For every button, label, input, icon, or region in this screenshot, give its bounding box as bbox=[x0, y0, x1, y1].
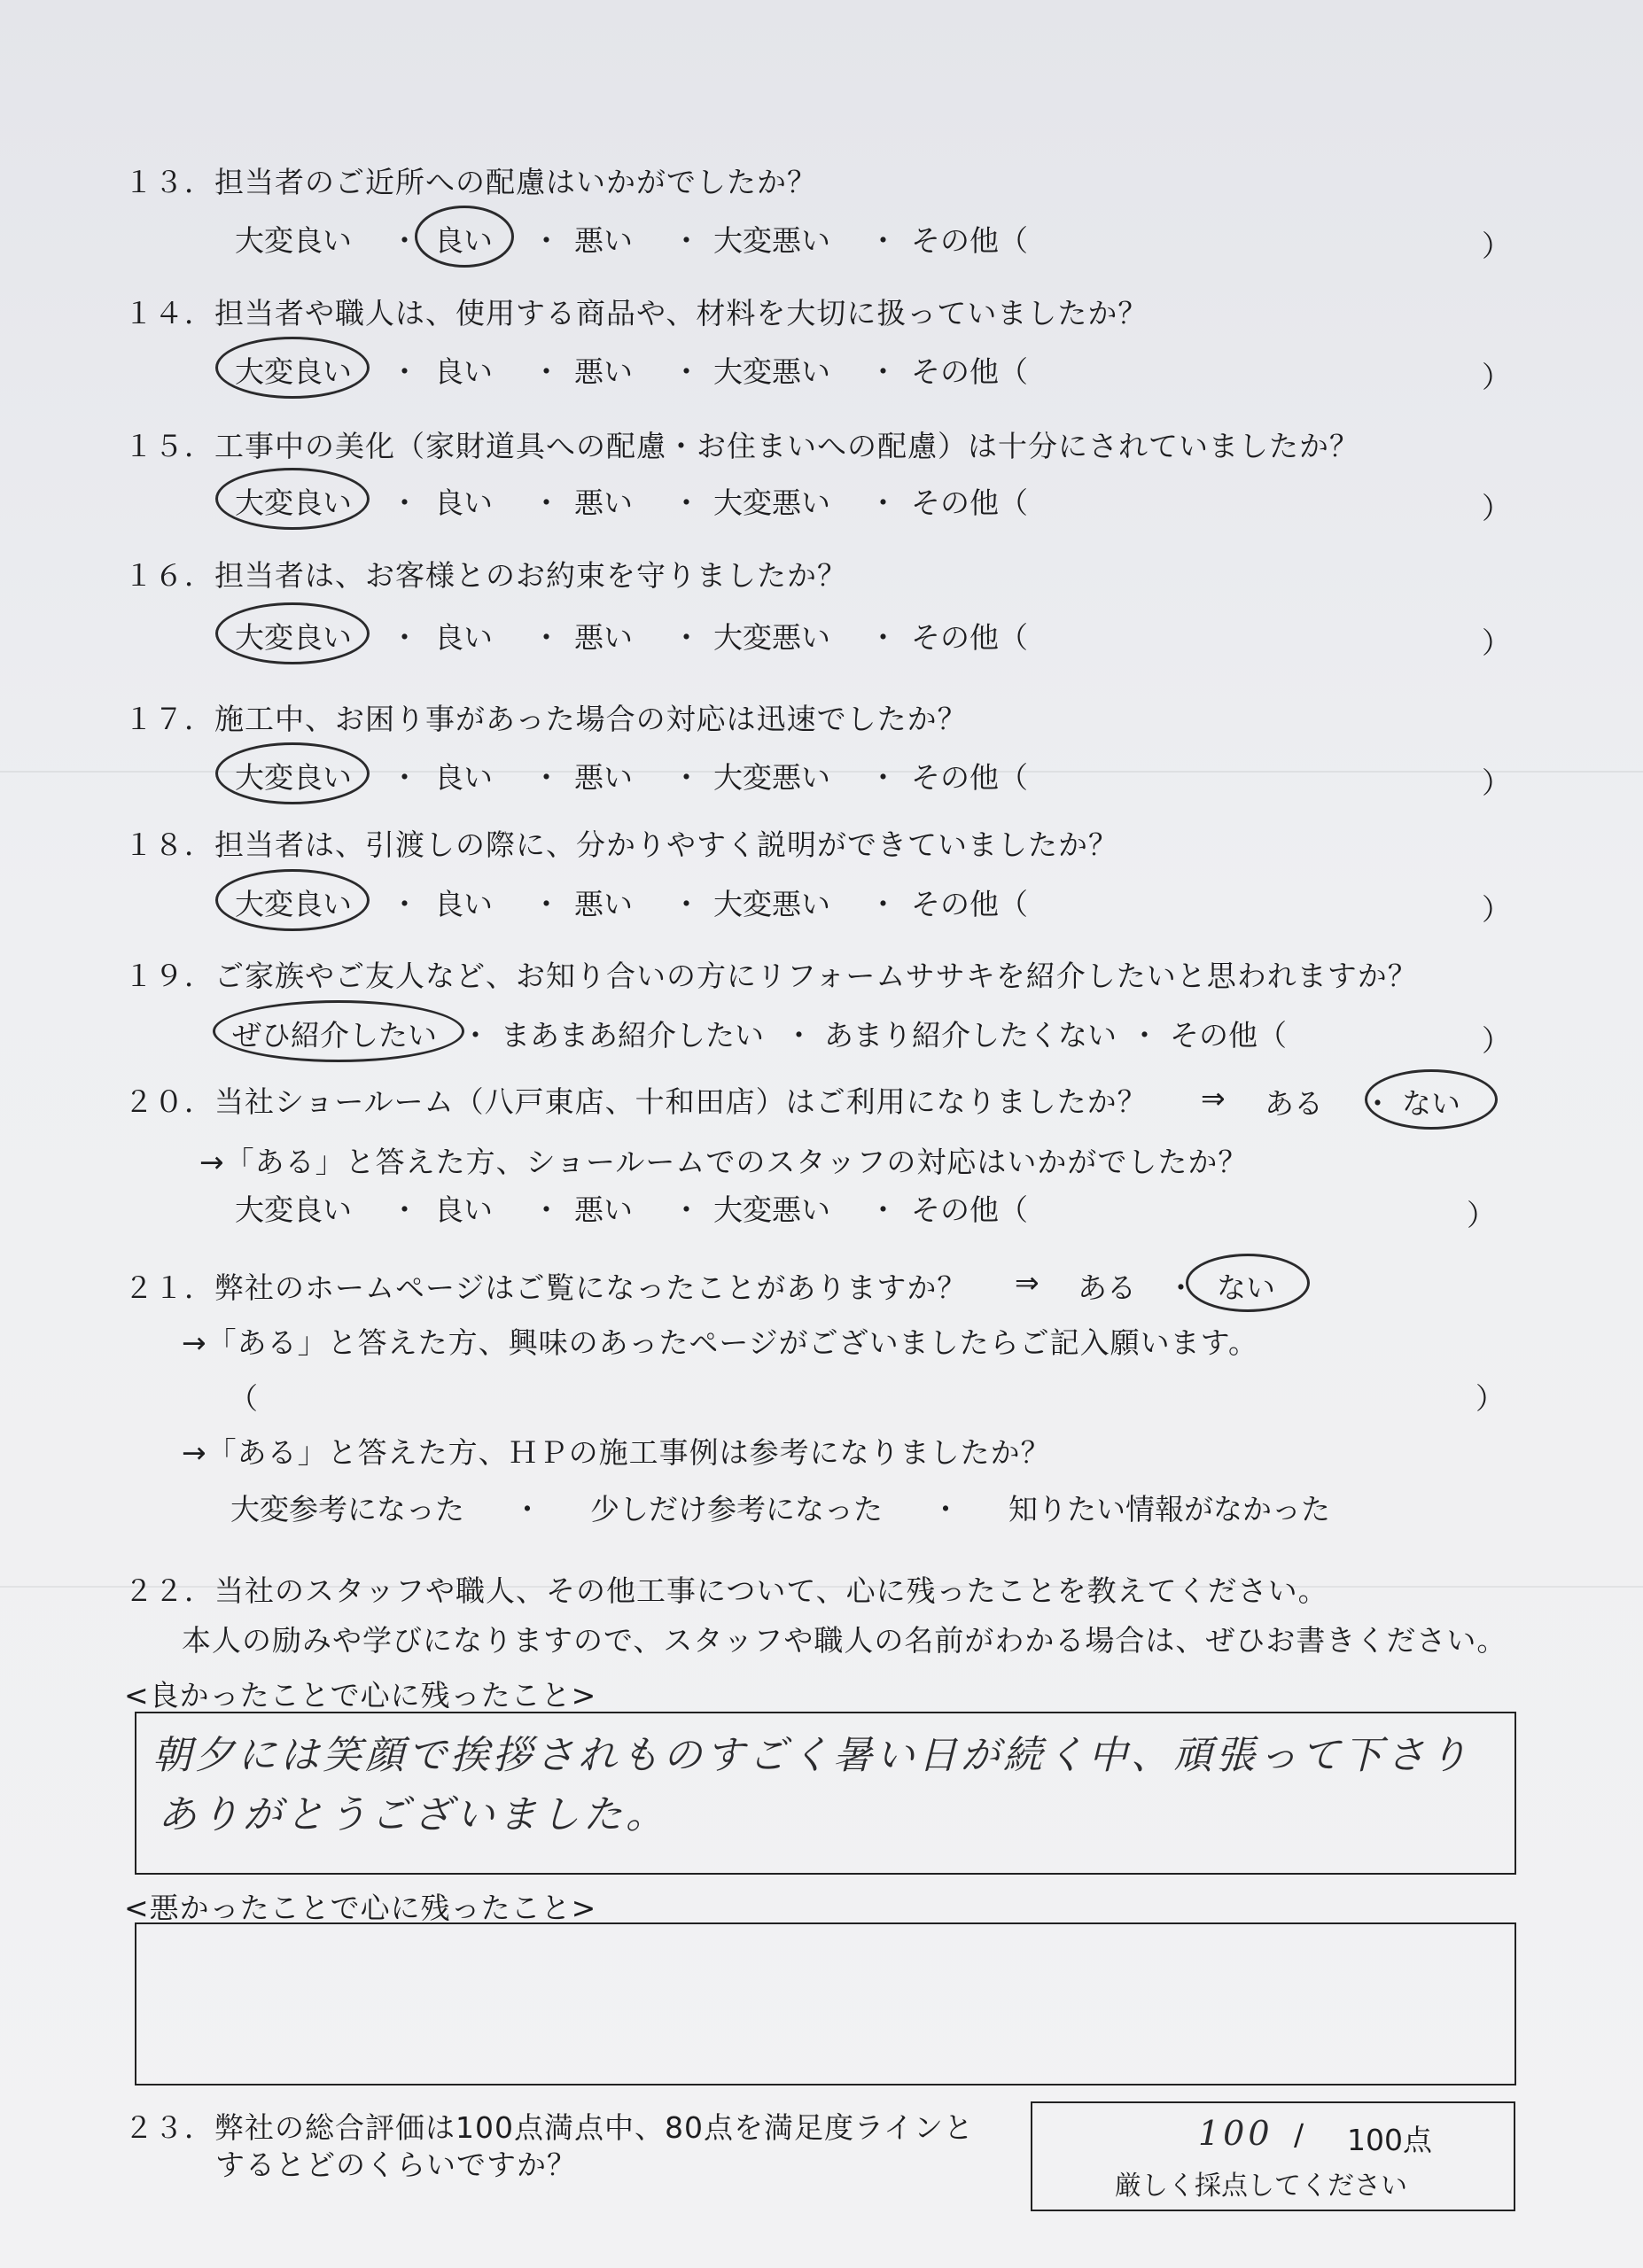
sub-question-1: →「ある」と答えた方、興味のあったページがございましたらご記入願います。 bbox=[182, 1325, 1259, 1360]
separator-dot: ・ bbox=[390, 354, 419, 389]
separator-dot: ・ bbox=[512, 1492, 542, 1526]
separator-dot: ・ bbox=[868, 223, 898, 258]
separator-dot: ・ bbox=[784, 1018, 814, 1052]
option[interactable]: 悪い bbox=[574, 760, 633, 795]
close-paren: ） bbox=[1476, 1381, 1505, 1416]
option[interactable]: 大変悪い bbox=[713, 760, 830, 795]
separator-dot: ・ bbox=[672, 620, 701, 655]
question-text: 担当者は、お客様とのお約束を守りましたか？ bbox=[214, 558, 847, 593]
option[interactable]: その他（ bbox=[911, 760, 1028, 795]
separator-dot: ・ bbox=[532, 223, 561, 258]
arrow: ⇒ bbox=[1201, 1081, 1226, 1115]
option[interactable]: 悪い bbox=[574, 223, 633, 258]
option[interactable]: 大変良い bbox=[235, 760, 352, 795]
option[interactable]: 大変悪い bbox=[713, 485, 830, 520]
separator-dot: ・ bbox=[532, 354, 561, 389]
question-number: １７． bbox=[124, 702, 214, 736]
separator-dot: ・ bbox=[672, 760, 701, 795]
question-20 bbox=[124, 1079, 1148, 1121]
question-number: ２０． bbox=[124, 1084, 214, 1119]
handwritten-line-1: 朝夕には笑顔で挨拶されものすごく暑い日が続く中、頑張って下さり bbox=[152, 1733, 1471, 1778]
question-text: 担当者は、引渡しの際に、分かりやすく説明ができていましたか？ bbox=[214, 827, 1118, 862]
option[interactable]: その他（ bbox=[911, 620, 1028, 655]
sub-question-2: →「ある」と答えた方、ＨＰの施工事例は参考になりましたか？ bbox=[182, 1435, 1051, 1470]
option[interactable]: 悪い bbox=[574, 887, 633, 921]
option-no[interactable]: ない bbox=[1217, 1270, 1275, 1305]
question-17 bbox=[124, 696, 968, 738]
question-text: 弊社のホームページはご覧になったことがありますか？ bbox=[214, 1270, 968, 1305]
question-text: 工事中の美化（家財道具への配慮・お住まいへの配慮）は十分にされていましたか？ bbox=[214, 429, 1359, 463]
question-21 bbox=[124, 1265, 967, 1307]
option[interactable]: 悪い bbox=[574, 1192, 633, 1227]
option[interactable]: 大変良い bbox=[235, 620, 352, 655]
separator-dot: ・ bbox=[390, 1192, 419, 1227]
close-paren: ） bbox=[1482, 491, 1511, 525]
option[interactable]: 大変良い bbox=[235, 485, 352, 520]
q21-options bbox=[230, 1487, 1330, 1528]
question-number: ２１． bbox=[124, 1270, 214, 1305]
option[interactable]: その他（ bbox=[911, 223, 1028, 258]
question-number: １４． bbox=[124, 296, 214, 330]
option[interactable]: その他（ bbox=[1170, 1018, 1287, 1052]
question-text: ご家族やご友人など、お知り合いの方にリフォームササキを紹介したいと思われますか？ bbox=[214, 959, 1418, 993]
separator-dot: ・ bbox=[868, 485, 898, 520]
option[interactable]: まあまあ紹介したい bbox=[501, 1018, 764, 1052]
question-number: ２３． bbox=[124, 2110, 214, 2145]
close-paren: ） bbox=[1482, 1023, 1511, 1058]
question-22 bbox=[124, 1568, 1328, 1610]
separator-dot: ・ bbox=[390, 485, 419, 520]
option[interactable]: 良い bbox=[434, 485, 493, 520]
option[interactable]: 大変悪い bbox=[713, 223, 830, 258]
score-value: 100 bbox=[1198, 2114, 1273, 2153]
separator-dot: ・ bbox=[672, 887, 701, 921]
good-label: <良かったことで心に残ったこと> bbox=[124, 1678, 597, 1713]
question-number: １５． bbox=[124, 429, 214, 463]
separator-dot: ・ bbox=[868, 887, 898, 921]
question-number: １３． bbox=[124, 165, 214, 199]
option[interactable]: 良い bbox=[434, 887, 493, 921]
question-16 bbox=[124, 553, 847, 594]
open-paren: （ bbox=[229, 1381, 258, 1416]
option[interactable]: その他（ bbox=[911, 887, 1028, 921]
separator-dot: ・ bbox=[868, 1192, 898, 1227]
question-number: １８． bbox=[124, 827, 214, 862]
question-15 bbox=[124, 423, 1359, 465]
question-14 bbox=[124, 291, 1148, 332]
question-number: ２２． bbox=[124, 1573, 214, 1608]
option-yes[interactable]: ある bbox=[1078, 1270, 1136, 1305]
question-text: 当社ショールーム（八戸東店、十和田店）はご利用になりましたか？ bbox=[214, 1084, 1148, 1119]
option[interactable]: 大変良い bbox=[235, 1192, 352, 1227]
close-paren: ） bbox=[1482, 360, 1511, 394]
option-yes[interactable]: ある bbox=[1265, 1086, 1323, 1121]
question-text: 担当者や職人は、使用する商品や、材料を大切に扱っていましたか？ bbox=[214, 296, 1149, 330]
question-13 bbox=[124, 159, 817, 201]
bad-label: <悪かったことで心に残ったこと> bbox=[124, 1891, 597, 1925]
close-paren: ） bbox=[1482, 625, 1511, 660]
option[interactable]: 大変悪い bbox=[713, 354, 830, 389]
question-18 bbox=[124, 822, 1118, 864]
option-no[interactable]: ない bbox=[1402, 1086, 1460, 1121]
close-paren: ） bbox=[1482, 892, 1511, 927]
sub-question: →「ある」と答えた方、ショールームでのスタッフの対応はいかがでしたか？ bbox=[199, 1145, 1249, 1179]
option[interactable]: 良い bbox=[434, 354, 493, 389]
score-note: 厳しく採点してください bbox=[1115, 2171, 1407, 2202]
option[interactable]: 良い bbox=[434, 223, 493, 258]
option[interactable]: 少しだけ参考になった bbox=[590, 1492, 883, 1526]
option[interactable]: 大変悪い bbox=[713, 887, 830, 921]
option[interactable]: 良い bbox=[434, 760, 493, 795]
score-max: 100点 bbox=[1347, 2123, 1432, 2157]
question-number: １６． bbox=[124, 558, 214, 593]
option[interactable]: 大変良い bbox=[235, 887, 352, 921]
close-paren: ） bbox=[1482, 229, 1511, 263]
question-text: 担当者のご近所への配慮はいかがでしたか？ bbox=[214, 165, 817, 199]
option[interactable]: 良い bbox=[434, 620, 493, 655]
separator-dot: ・ bbox=[1363, 1086, 1392, 1121]
separator-dot: ・ bbox=[461, 1018, 490, 1052]
separator-dot: ・ bbox=[390, 760, 419, 795]
option[interactable]: 良い bbox=[434, 1192, 493, 1227]
separator-dot: ・ bbox=[390, 887, 419, 921]
question-note: 本人の励みや学びになりますので、スタッフや職人の名前がわかる場合は、ぜひお書きください。 bbox=[182, 1623, 1507, 1658]
option[interactable]: ぜひ紹介したい bbox=[232, 1018, 437, 1052]
separator-dot: ・ bbox=[532, 760, 561, 795]
option[interactable]: 悪い bbox=[574, 354, 633, 389]
separator-dot: ・ bbox=[390, 620, 419, 655]
separator-dot: ・ bbox=[1166, 1270, 1195, 1305]
option[interactable]: その他（ bbox=[911, 1192, 1028, 1227]
close-paren: ） bbox=[1482, 765, 1511, 800]
option[interactable]: 悪い bbox=[574, 485, 633, 520]
score-slash: / bbox=[1294, 2117, 1304, 2152]
question-text: 当社のスタッフや職人、その他工事について、心に残ったことを教えてください。 bbox=[214, 1573, 1328, 1608]
separator-dot: ・ bbox=[672, 1192, 701, 1227]
question-19 bbox=[124, 953, 1418, 995]
separator-dot: ・ bbox=[931, 1492, 961, 1526]
separator-dot: ・ bbox=[532, 887, 561, 921]
separator-dot: ・ bbox=[672, 485, 701, 520]
option[interactable]: 大変参考になった bbox=[230, 1492, 464, 1526]
option[interactable]: 大変悪い bbox=[713, 620, 830, 655]
option[interactable]: 大変良い bbox=[235, 354, 352, 389]
question-text-line-1: 弊社の総合評価は100点満点中、80点を満足度ラインと bbox=[214, 2110, 974, 2145]
separator-dot: ・ bbox=[1130, 1018, 1159, 1052]
separator-dot: ・ bbox=[868, 620, 898, 655]
question-number: １９． bbox=[124, 959, 214, 993]
separator-dot: ・ bbox=[532, 1192, 561, 1227]
separator-dot: ・ bbox=[390, 223, 419, 258]
option[interactable]: 知りたい情報がなかった bbox=[1008, 1492, 1330, 1526]
bad-comment-box[interactable] bbox=[135, 1922, 1516, 2085]
option[interactable]: その他（ bbox=[911, 485, 1028, 520]
question-23 bbox=[124, 2105, 974, 2147]
option[interactable]: 大変悪い bbox=[713, 1192, 830, 1227]
separator-dot: ・ bbox=[672, 354, 701, 389]
option[interactable]: あまり紹介したくない bbox=[824, 1018, 1117, 1052]
close-paren: ） bbox=[1467, 1198, 1496, 1232]
option[interactable]: その他（ bbox=[911, 354, 1028, 389]
separator-dot: ・ bbox=[868, 354, 898, 389]
handwritten-line-2: ありがとうございました。 bbox=[158, 1792, 668, 1837]
option[interactable]: 大変良い bbox=[235, 223, 352, 258]
separator-dot: ・ bbox=[532, 485, 561, 520]
separator-dot: ・ bbox=[532, 620, 561, 655]
arrow: ⇒ bbox=[1015, 1265, 1040, 1300]
separator-dot: ・ bbox=[868, 760, 898, 795]
question-text: 施工中、お困り事があった場合の対応は迅速でしたか？ bbox=[214, 702, 968, 736]
question-text-line-2: するとどのくらいですか？ bbox=[215, 2148, 577, 2182]
separator-dot: ・ bbox=[672, 223, 701, 258]
option[interactable]: 悪い bbox=[574, 620, 633, 655]
